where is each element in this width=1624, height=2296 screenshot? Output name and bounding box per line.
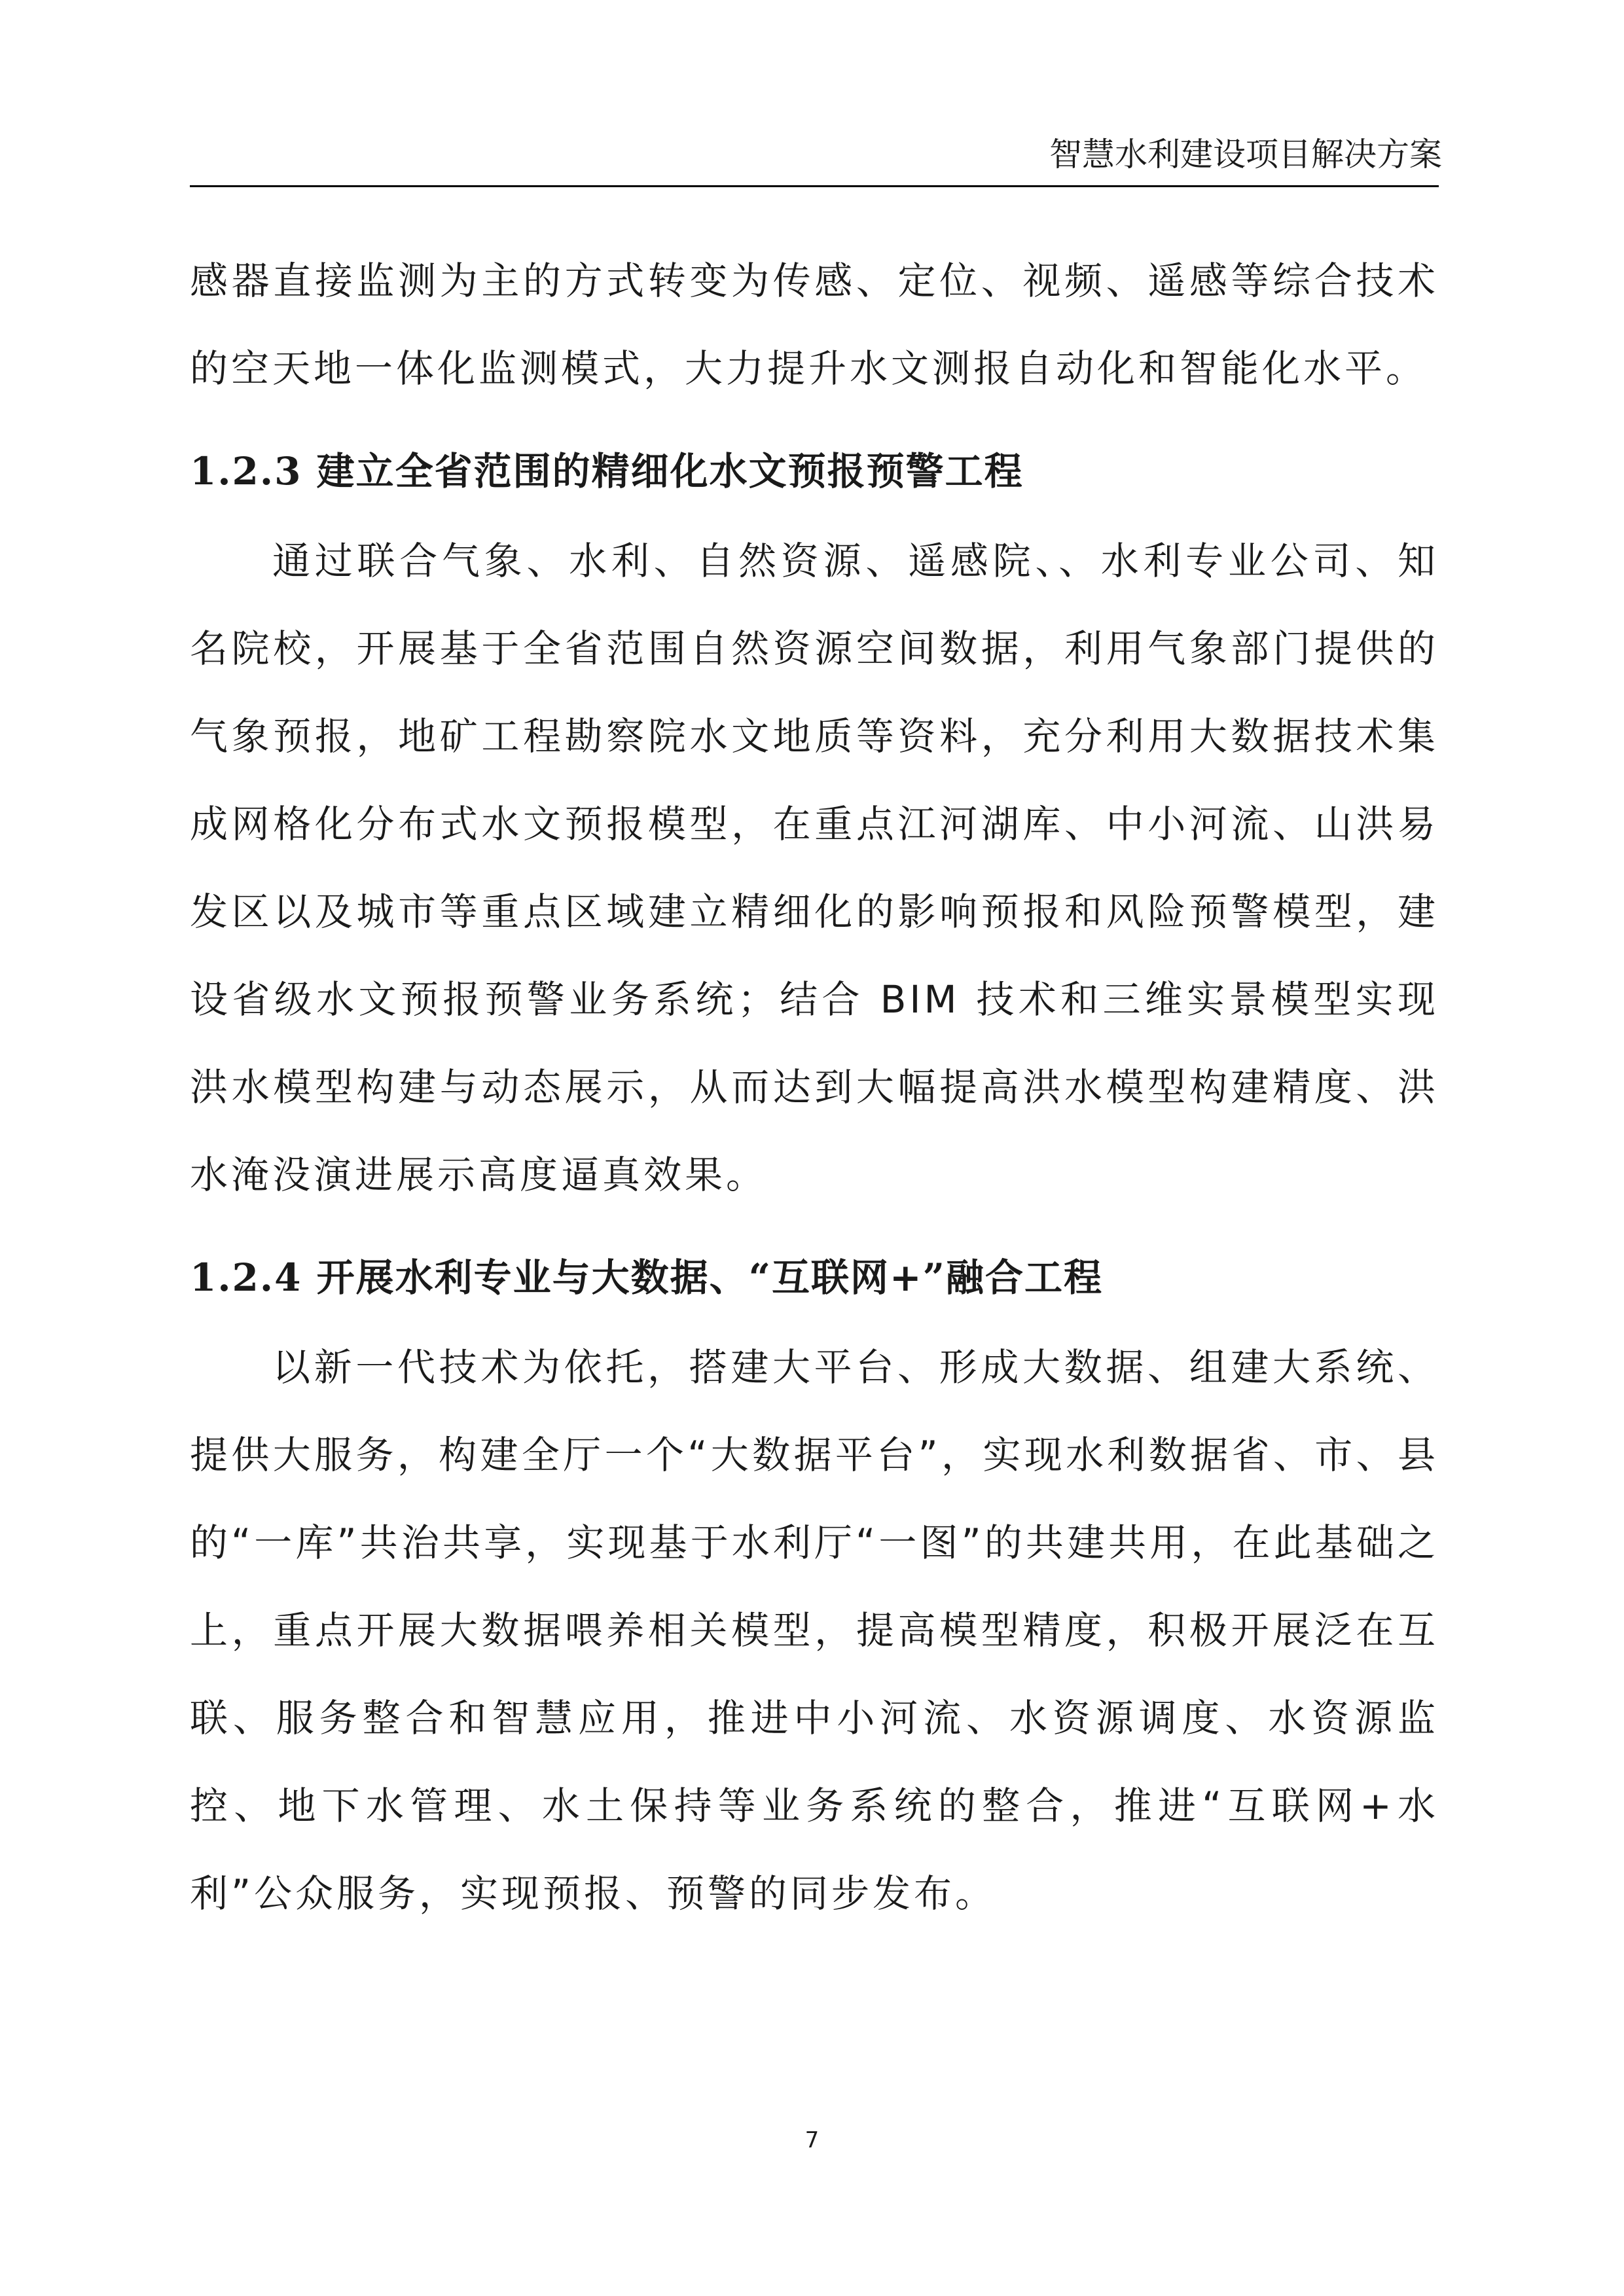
page-body (190, 237, 1439, 1937)
continuation-paragraph: 感器直接监测为主的方式转变为传感、定位、视频、遥感等综合技术的空天地一体化监测模式，大力提升水文测报自动化和智能化水平。 (190, 259, 1439, 391)
section-paragraph-1-2-4: 以新一代技术为依托，搭建大平台、形成大数据、组建大系统、提供大服务，构建全厅一个“大数据平台”，实现水利数据省、市、县的“一库”共治共享，实现基于水利厅“一图”的共建共用，在此基础之上，重点开展大数据喂养相关模型，提高模型精度，积极开展泛在互联、服务整合和智慧应用，推进中小河流、水资源调度、水资源监控、地下水管理、水土保持等业务系统的整合，推进“互联网+水利”公众服务，实现预报、预警的同步发布。 (190, 1345, 1439, 1916)
header-divider (190, 185, 1439, 187)
section-heading-1-2-4: 1.2.4 开展水利专业与大数据、“互联网+”融合工程 (190, 1255, 1103, 1300)
section-heading-1-2-3: 1.2.3 建立全省范围的精细化水文预报预警工程 (190, 449, 1024, 493)
running-header-title: 智慧水利建设项目解决方案 (1049, 135, 1442, 173)
page-number: 7 (804, 2127, 820, 2153)
section-paragraph-1-2-3: 通过联合气象、水利、自然资源、遥感院、、水利专业公司、知名院校，开展基于全省范围自然资源空间数据，利用气象部门提供的气象预报，地矿工程勘察院水文地质等资料，充分利用大数据技术集成网格化分布式水文预报模型，在重点江河湖库、中小河流、山洪易发区以及城市等重点区域建立精细化的影响预报和风险预警模型，建设省级水文预报预警业务系统；结合 BIM 技术和三维实景模型实现洪水模型构建与动态展示，从而达到大幅提高洪水模型构建精度、洪水淹没演进展示高度逼真效果。 (190, 539, 1439, 1197)
